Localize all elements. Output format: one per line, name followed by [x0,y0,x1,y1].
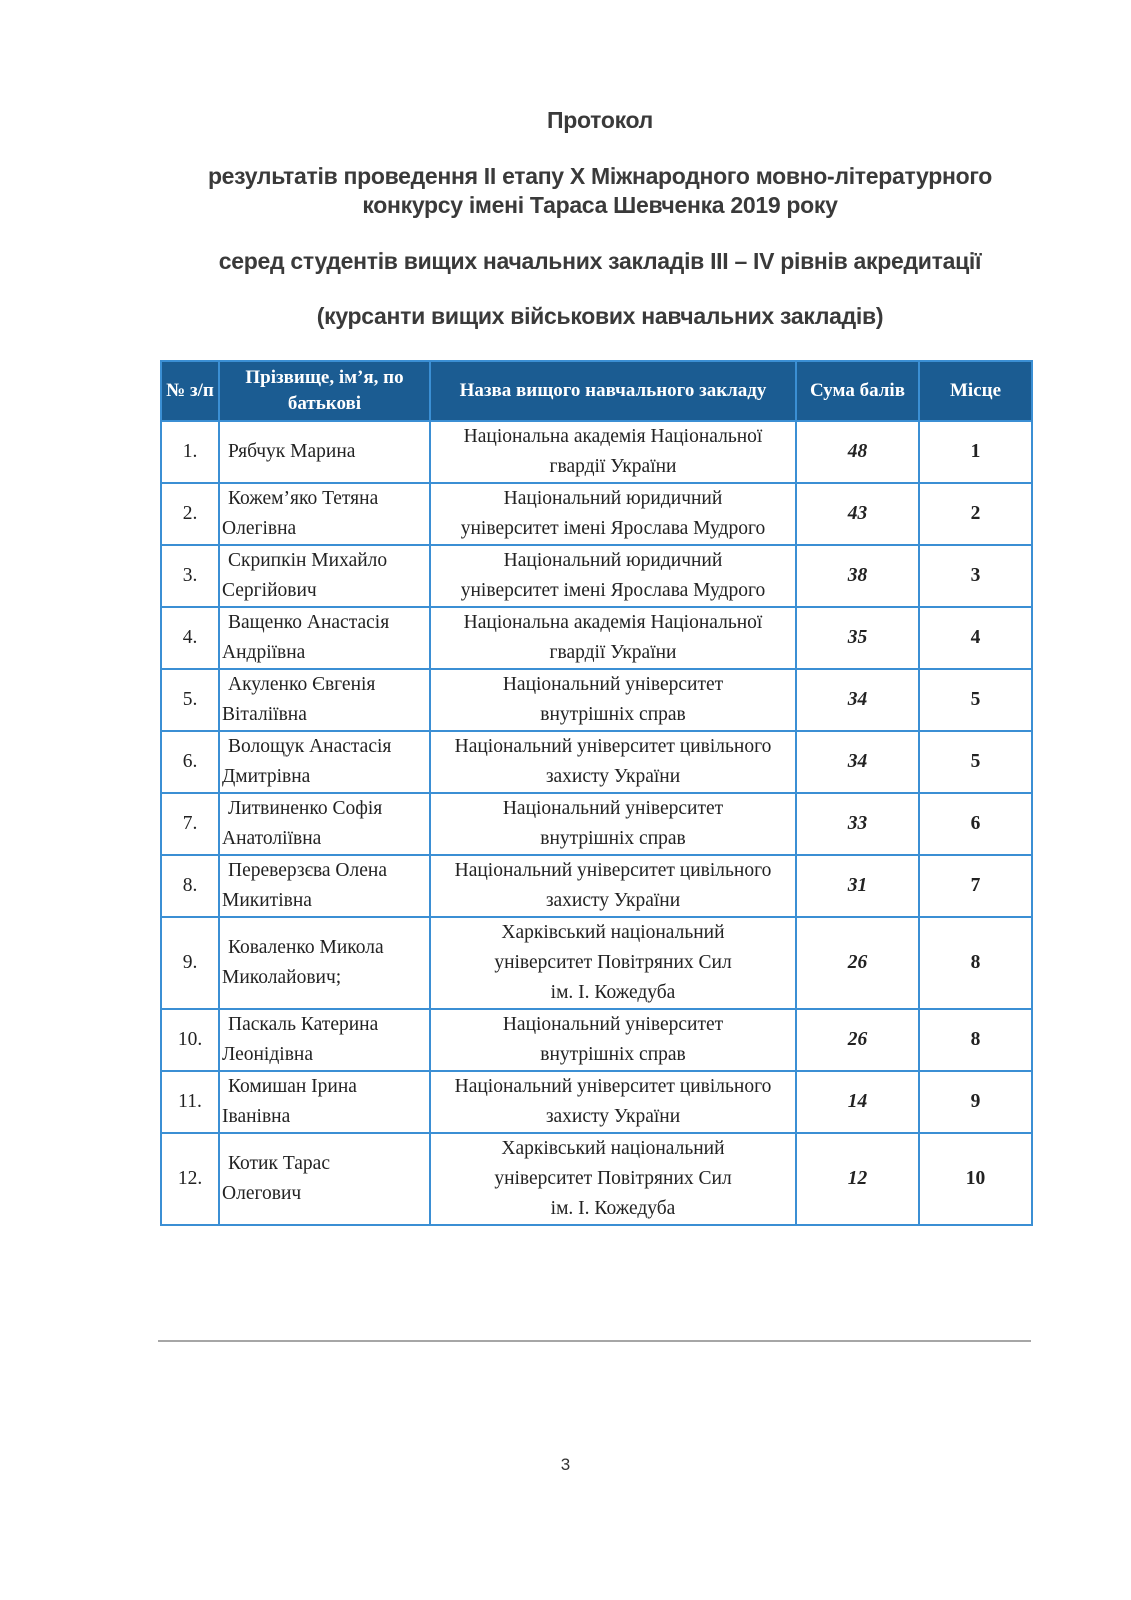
place-rank: 8 [919,917,1032,1009]
place-rank: 10 [919,1133,1032,1225]
document-title: Протокол [547,107,653,133]
total-score: 43 [796,483,919,545]
row-number: 10. [161,1009,219,1071]
institution-name-line: внутрішніх справ [540,1044,686,1065]
total-score: 34 [796,669,919,731]
participant-surname-name: Литвиненко Софія [228,798,383,819]
place-rank: 5 [919,731,1032,793]
participant-surname-name: Ващенко Анастасія [228,612,390,633]
institution-name [430,421,796,483]
table-row [161,917,1032,1009]
institution-name-line: ім. І. Кожедуба [550,982,676,1003]
place-rank: 3 [919,545,1032,607]
institution-name-line: Харківський національний [501,922,725,943]
document-subtitle [150,162,1050,220]
participant-surname-name: Паскаль Катерина [228,1014,379,1035]
table-row [161,669,1032,731]
institution-name-line: захисту України [545,766,681,787]
participant-patronymic: Олегович [222,1183,302,1204]
institution-name-line: гвардії України [549,642,677,663]
participant-name [219,607,430,669]
participant-surname-name: Скрипкін Михайло [228,550,388,571]
footer-divider [158,1340,1031,1342]
participant-name [219,855,430,917]
row-number: 9. [161,917,219,1009]
table-row [161,1009,1032,1071]
participant-patronymic: Іванівна [222,1106,291,1127]
place-rank: 6 [919,793,1032,855]
row-number: 4. [161,607,219,669]
institution-name-line: Національна академія Національної [463,426,763,447]
institution-name-line: Національна академія Національної [463,612,763,633]
institution-name-line: Харківський національний [501,1138,725,1159]
subtitle-line-1: результатів проведення ІІ етапу Х Міжнародного мовно-літературного [207,163,993,189]
participant-patronymic: Миколайович; [222,967,342,988]
participant-patronymic: Дмитрівна [222,766,311,787]
institution-name-line: внутрішніх справ [540,828,686,849]
row-number: 3. [161,545,219,607]
institution-name-line: Національний юридичний [503,550,723,571]
participant-surname-name: Переверзєва Олена [228,860,387,881]
place-rank: 4 [919,607,1032,669]
row-number: 8. [161,855,219,917]
column-header-number: № з/п [161,361,219,421]
column-header-name: Прізвище, ім’я, по батькові [219,361,430,421]
place-rank: 7 [919,855,1032,917]
institution-name-line: Національний університет [502,798,724,819]
participant-name [219,1071,430,1133]
table-row [161,1133,1032,1225]
subtitle-line-3: серед студентів вищих начальних закладів ІІІ – ІV рівнів акредитації [218,248,982,274]
row-number: 6. [161,731,219,793]
table-row [161,731,1032,793]
institution-name-line: захисту України [545,1106,681,1127]
row-number: 7. [161,793,219,855]
participant-surname-name: Рябчук Марина [228,441,356,462]
place-rank: 1 [919,421,1032,483]
institution-name [430,545,796,607]
participant-name [219,545,430,607]
row-number: 11. [161,1071,219,1133]
participant-patronymic: Андріївна [222,642,306,663]
table-row [161,483,1032,545]
table-row [161,855,1032,917]
place-rank: 5 [919,669,1032,731]
participant-surname-name: Кожем’яко Тетяна [228,488,379,509]
institution-name-line: університет Повітряних Сил [494,1168,732,1189]
participant-surname-name: Коваленко Микола [228,937,384,958]
participant-patronymic: Олегівна [222,518,297,539]
institution-name-line: Національний університет [502,674,724,695]
participant-surname-name: Комишан Ірина [228,1076,357,1097]
page-number: 3 [560,1455,571,1474]
column-header-institution: Назва вищого навчального закладу [430,361,796,421]
participant-name [219,1009,430,1071]
table-header-row [161,361,1032,421]
institution-name-line: Національний юридичний [503,488,723,509]
subtitle-line-2: конкурсу імені Тараса Шевченка 2019 року [362,192,838,218]
participant-surname-name: Акуленко Євгенія [228,674,376,695]
participant-name [219,917,430,1009]
total-score: 14 [796,1071,919,1133]
column-header-place: Місце [919,361,1032,421]
institution-name-line: захисту України [545,890,681,911]
institution-name-line: Національний університет цивільного [454,1076,772,1097]
place-rank: 9 [919,1071,1032,1133]
participant-name [219,1133,430,1225]
table-row [161,793,1032,855]
institution-name-line: гвардії України [549,456,677,477]
institution-name-line: Національний університет цивільного [454,860,772,881]
participant-name [219,669,430,731]
institution-name [430,483,796,545]
participant-patronymic: Анатоліївна [222,828,322,849]
total-score: 26 [796,917,919,1009]
participant-name [219,483,430,545]
results-table [160,360,1033,1226]
row-number: 12. [161,1133,219,1225]
total-score: 26 [796,1009,919,1071]
table-body [161,421,1032,1225]
subtitle-line-4: (курсанти вищих військових навчальних закладів) [316,303,884,329]
total-score: 35 [796,607,919,669]
table-row [161,607,1032,669]
institution-name [430,1133,796,1225]
total-score: 12 [796,1133,919,1225]
institution-name [430,669,796,731]
participant-surname-name: Волощук Анастасія [228,736,392,757]
row-number: 2. [161,483,219,545]
institution-name-line: університет імені Ярослава Мудрого [460,580,766,601]
total-score: 31 [796,855,919,917]
institution-name [430,607,796,669]
participant-surname-name: Котик Тарас [228,1153,330,1174]
institution-name-line: Національний університет цивільного [454,736,772,757]
table-row [161,1071,1032,1133]
participant-name [219,731,430,793]
institution-name-line: ім. І. Кожедуба [550,1198,676,1219]
table-row [161,421,1032,483]
institution-name [430,1009,796,1071]
column-header-score: Сума балів [796,361,919,421]
row-number: 1. [161,421,219,483]
institution-name [430,793,796,855]
institution-name-line: внутрішніх справ [540,704,686,725]
institution-name-line: Національний університет [502,1014,724,1035]
institution-name [430,731,796,793]
institution-name-line: університет імені Ярослава Мудрого [460,518,766,539]
institution-name [430,917,796,1009]
participant-name [219,421,430,483]
participant-patronymic: Леонідівна [222,1044,313,1065]
participant-patronymic: Віталіївна [222,704,307,725]
participant-name [219,793,430,855]
total-score: 33 [796,793,919,855]
total-score: 48 [796,421,919,483]
row-number: 5. [161,669,219,731]
institution-name [430,855,796,917]
total-score: 38 [796,545,919,607]
total-score: 34 [796,731,919,793]
place-rank: 8 [919,1009,1032,1071]
institution-name-line: університет Повітряних Сил [494,952,732,973]
institution-name [430,1071,796,1133]
participant-patronymic: Сергійович [222,580,317,601]
participant-patronymic: Микитівна [222,890,312,911]
place-rank: 2 [919,483,1032,545]
table-row [161,545,1032,607]
